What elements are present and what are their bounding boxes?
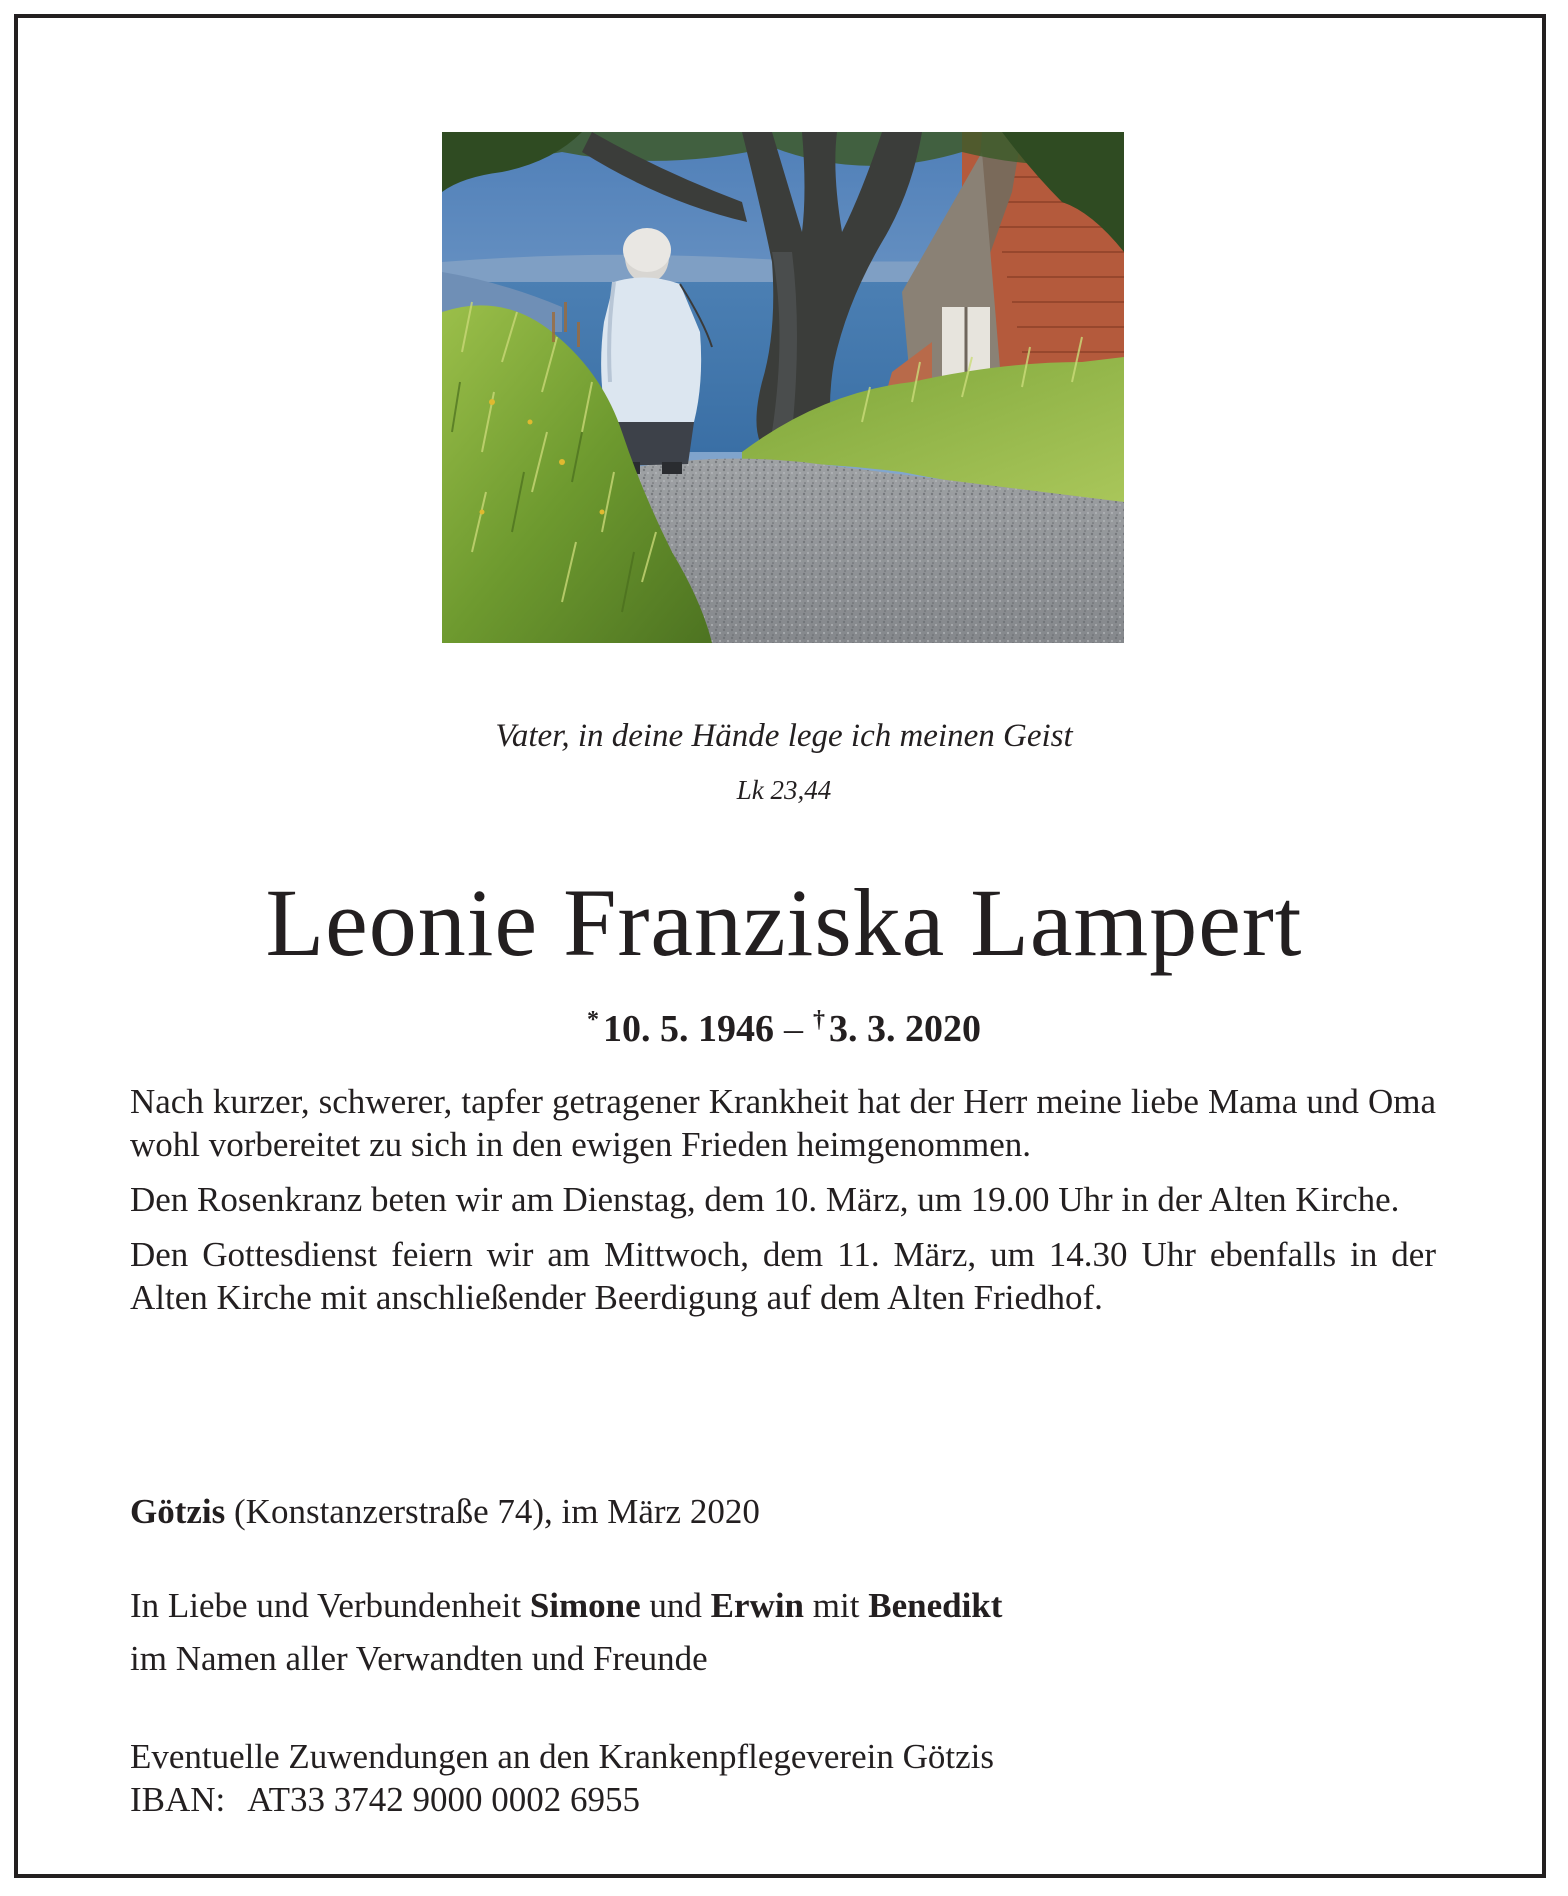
date-separator: – [784,1008,803,1050]
announcement-text [130,1080,1436,1319]
bible-verse-reference: Lk 23,44 [736,775,832,805]
birth-date: 10. 5. 1946 [603,1008,774,1050]
family-relatives-line: im Namen aller Verwandten und Freunde [130,1639,708,1678]
paragraph-service: Den Gottesdienst feiern wir am Mittwoch, dem 11. März, um 14.30 Uhr ebenfalls in der Alten Kirche mit anschließender Beerdigung auf dem Alten Friedhof. [130,1235,1436,1317]
place-and-date [130,1490,760,1533]
family-name-simone: Simone [529,1586,641,1625]
donation-iban [130,1778,640,1821]
family-with: mit [804,1586,869,1625]
life-dates [0,997,1568,1052]
family-name-erwin: Erwin [710,1586,805,1625]
bible-verse: Vater, in deine Hände lege ich meinen Geist [495,718,1073,754]
born-symbol: * [587,1007,599,1033]
paragraph-rosary: Den Rosenkranz beten wir am Dienstag, dem 10. März, um 19.00 Uhr in der Alten Kirche. [130,1180,1400,1219]
family-and: und [640,1586,711,1625]
family-signature [130,1584,1002,1627]
deceased-name: Leonie Franziska Lampert [265,869,1303,976]
family-name-benedikt: Benedikt [868,1586,1003,1625]
iban-number: AT33 3742 9000 0002 6955 [247,1780,641,1819]
death-date: 3. 3. 2020 [829,1008,981,1050]
town-name: Götzis [130,1492,226,1531]
address-and-date: (Konstanzerstraße 74), im März 2020 [225,1492,760,1531]
died-symbol: † [813,1007,825,1033]
donation-text: Eventuelle Zuwendungen an den Krankenpflegeverein Götzis [130,1737,994,1776]
family-intro: In Liebe und Verbundenheit [130,1586,530,1625]
paragraph-passing: Nach kurzer, schwerer, tapfer getragener Krankheit hat der Herr meine liebe Mama und Oma wohl vorbereitet zu sich in den ewigen Frieden heimgenommen. [130,1082,1436,1164]
iban-label: IBAN: [130,1780,226,1819]
memorial-photo [442,132,1124,643]
